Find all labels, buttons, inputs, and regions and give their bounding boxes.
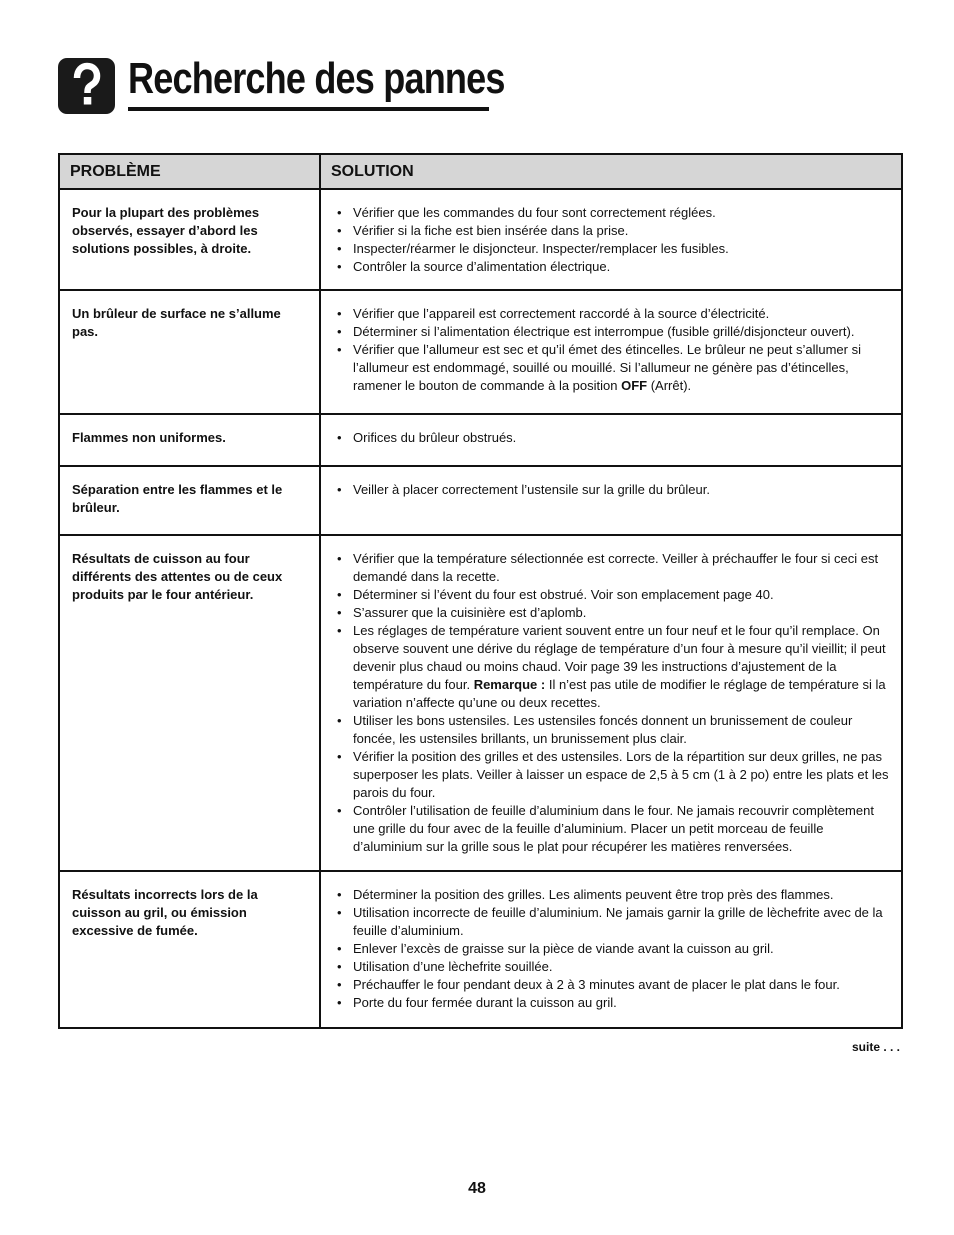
off-label: OFF — [621, 378, 648, 393]
solution-list — [333, 886, 893, 1012]
solution-item: • Veiller à placer correctement l’ustensile sur la grille du brûleur. — [333, 481, 893, 499]
solution-item — [333, 341, 893, 395]
problem-cell: Pour la plupart des problèmes observés, essayer d’abord les solutions possibles, à droite. — [59, 189, 320, 290]
column-header-problem: PROBLÈME — [59, 154, 320, 189]
solution-cell — [320, 290, 902, 414]
solution-item: • Préchauffer le four pendant deux à 2 à 3 minutes avant de placer le plat dans le four. — [333, 976, 893, 994]
solution-item: • Vérifier que l’appareil est correctement raccordé à la source d’électricité. — [333, 305, 893, 323]
solution-item: • Vérifier que la température sélectionnée est correcte. Veiller à préchauffer le four si ceci est demandé dans la recette. — [333, 550, 893, 586]
solution-text: Vérifier que l’allumeur est sec et qu’il émet des étincelles. Le brûleur ne peut s’allumer si l’allumeur est endommagé, souillé ou mouillé. Si l’allumeur ne génère pas d’étincelles, ramener le bouton de commande à la position — [353, 342, 861, 393]
page-number: 48 — [468, 1180, 486, 1197]
solution-text-tail: (Arrêt). — [647, 378, 692, 393]
problem-cell: Résultats de cuisson au four différents des attentes ou de ceux produits par le four antérieur. — [59, 535, 320, 871]
solution-item: • Utilisation d’une lèchefrite souillée. — [333, 958, 893, 976]
solution-list — [333, 305, 893, 395]
remark-label: Remarque : — [473, 677, 546, 692]
table-row — [59, 871, 902, 1028]
solution-cell — [320, 871, 902, 1028]
solution-item: • Déterminer la position des grilles. Les aliments peuvent être trop près des flammes. — [333, 886, 893, 904]
solution-item: • Contrôler la source d’alimentation électrique. — [333, 258, 893, 276]
page-title: Recherche des pannes — [128, 54, 505, 103]
continued-label: suite . . . — [851, 1040, 900, 1054]
solution-text-tail: Il n’est pas utile de modifier le réglage de température si la variation n’affecte qu’une ou deux recettes. — [353, 677, 886, 710]
solution-list — [333, 481, 893, 499]
solution-item: • Vérifier la position des grilles et des ustensiles. Lors de la répartition sur deux grilles, ne pas superposer les plats. Veiller à laisser un espace de 2,5 à 5 cm (1 à 2 po) entre les plats et les parois du four. — [333, 748, 893, 802]
solution-list — [333, 429, 893, 447]
solution-item: • Contrôler l’utilisation de feuille d’aluminium dans le four. Ne jamais recouvrir complètement une grille du four avec de la feuille d’aluminium. Placer un petit morceau de feuille d’aluminium sur la grille sous le plat pour récupérer les matières renversées. — [333, 802, 893, 856]
table-row — [59, 290, 902, 414]
problem-cell: Flammes non uniformes. — [59, 414, 320, 466]
solution-item: • Utiliser les bons ustensiles. Les ustensiles foncés donnent un brunissement de couleur foncée, les ustensiles brillants, un brunissement plus clair. — [333, 712, 893, 748]
problem-cell: Séparation entre les flammes et le brûleur. — [59, 466, 320, 535]
solution-cell — [320, 535, 902, 871]
solution-item: • S’assurer que la cuisinière est d’aplomb. — [333, 604, 893, 622]
table-header-row — [59, 154, 902, 189]
solution-item: • Utilisation incorrecte de feuille d’aluminium. Ne jamais garnir la grille de lèchefrite avec de la feuille d’aluminium. — [333, 904, 893, 940]
problem-cell: Un brûleur de surface ne s’allume pas. — [59, 290, 320, 414]
solution-item: • Vérifier si la fiche est bien insérée dans la prise. — [333, 222, 893, 240]
solution-item: • Orifices du brûleur obstrués. — [333, 429, 893, 447]
table-row — [59, 466, 902, 535]
table-row — [59, 189, 902, 290]
troubleshooting-table — [58, 153, 903, 1029]
solution-item: • Porte du four fermée durant la cuisson au gril. — [333, 994, 893, 1012]
solution-item: • Vérifier que les commandes du four sont correctement réglées. — [333, 204, 893, 222]
problem-cell: Résultats incorrects lors de la cuisson au gril, ou émission excessive de fumée. — [59, 871, 320, 1028]
solution-cell — [320, 414, 902, 466]
solution-cell — [320, 466, 902, 535]
column-header-solution: SOLUTION — [320, 154, 902, 189]
solution-item: • Inspecter/réarmer le disjoncteur. Inspecter/remplacer les fusibles. — [333, 240, 893, 258]
solution-text: Les réglages de température varient souvent entre un four neuf et le four qu’il remplace. On observe souvent une dérive du réglage de température d’un four à mesure qu’il vieillit; il peut devenir plus chaud ou moins chaud. Voir page 39 les instructions d’ajustement de la température du four. — [353, 623, 886, 692]
question-mark-icon — [58, 58, 115, 114]
solution-item: • Déterminer si l’évent du four est obstrué. Voir son emplacement page 40. — [333, 586, 893, 604]
title-underline — [128, 107, 489, 111]
solution-list — [333, 550, 893, 856]
solution-item — [333, 622, 893, 712]
solution-item: • Déterminer si l’alimentation électrique est interrompue (fusible grillé/disjoncteur ouvert). — [333, 323, 893, 341]
solution-list — [333, 204, 893, 276]
table-row — [59, 414, 902, 466]
solution-cell — [320, 189, 902, 290]
solution-item: • Enlever l’excès de graisse sur la pièce de viande avant la cuisson au gril. — [333, 940, 893, 958]
table-row — [59, 535, 902, 871]
